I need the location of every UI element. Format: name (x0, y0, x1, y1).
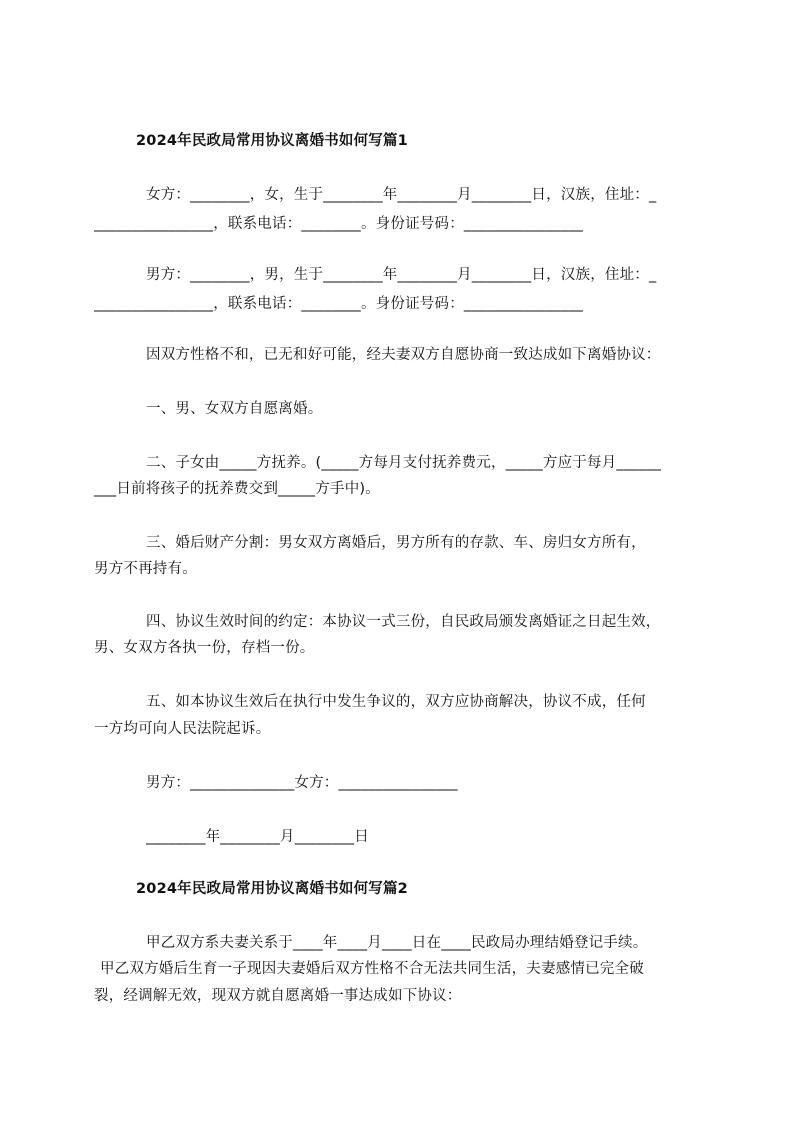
section2-para-line1: 甲乙双方系夫妻关系于____年____月____日在____民政局办理结婚登记手续。 (146, 935, 648, 951)
section2-para-line2: 甲乙双方婚后生育一子现因夫妻婚后双方性格不合无法共同生活，夫妻感情已完全破 (100, 961, 644, 977)
section1-title: 2024年民政局常用协议离婚书如何写篇1 (136, 133, 408, 149)
female-info-line2: ________________，联系电话：________。身份证号码：________________ (94, 216, 584, 232)
male-info-line1: 男方：________，男，生于________年________月________日，汉族，住址：_ (146, 267, 657, 283)
female-info-line1: 女方：________，女，生于________年________月________日，汉族，住址：_ (146, 187, 657, 203)
clause-2-line1: 二、子女由_____方抚养。(_____方每月支付抚养费元，_____方应于每月______ (146, 455, 662, 471)
date-line: ________年________月________日 (146, 829, 369, 845)
clause-3-line2: 男方不再持有。 (94, 561, 197, 577)
clause-4-line1: 四、协议生效时间的约定：本协议一式三份，自民政局颁发离婚证之日起生效， (146, 614, 661, 630)
clause-2-line2: ___日前将孩子的抚养费交到_____方手中)。 (94, 481, 380, 497)
agreement-intro: 因双方性格不和，已无和好可能，经夫妻双方自愿协商一致达成如下离婚协议： (146, 347, 661, 363)
clause-5-line1: 五、如本协议生效后在执行中发生争议的，双方应协商解决，协议不成，任何 (146, 694, 646, 710)
section2-para-line3: 裂，经调解无效，现双方就自愿离婚一事达成如下协议： (94, 988, 462, 1004)
male-info-line2: ________________，联系电话：________。身份证号码：________________ (94, 296, 584, 312)
clause-5-line2: 一方均可向人民法院起诉。 (94, 721, 271, 737)
clause-1: 一、男、女双方自愿离婚。 (146, 401, 323, 417)
clause-4-line2: 男、女双方各执一份，存档一份。 (94, 640, 315, 656)
clause-3-line1: 三、婚后财产分割：男女双方离婚后，男方所有的存款、车、房归女方所有， (146, 535, 646, 551)
signature-line: 男方：______________女方：________________ (146, 775, 458, 791)
section2-title: 2024年民政局常用协议离婚书如何写篇2 (136, 881, 408, 897)
